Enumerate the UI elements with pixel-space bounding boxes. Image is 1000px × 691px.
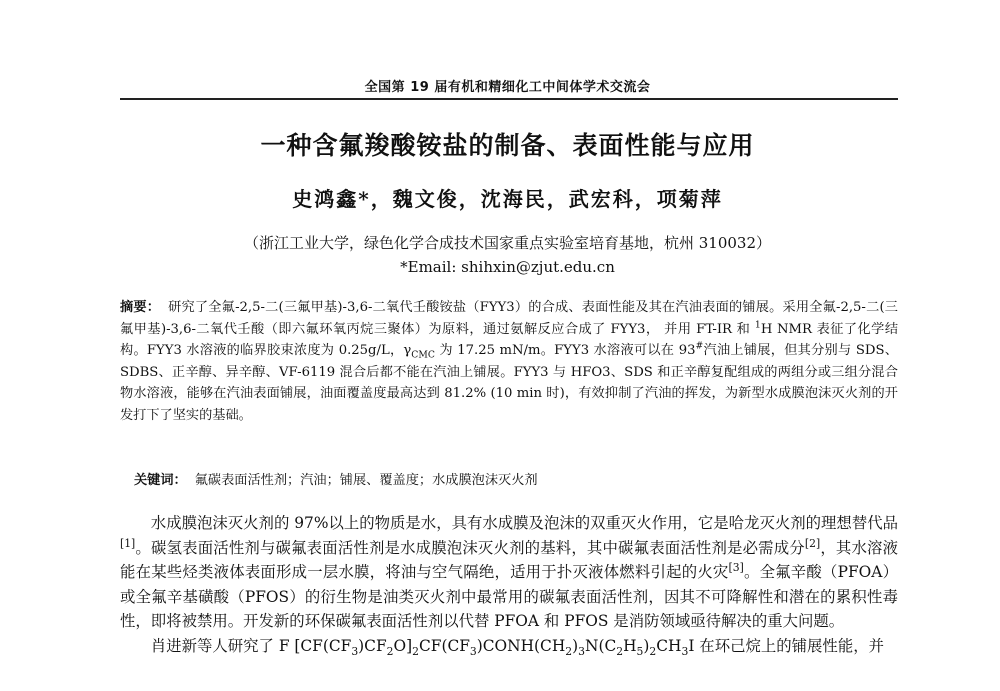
body-text-run: 。碳氢表面活性剂与碳氟表面活性剂是水成膜泡沫灭火剂的基料，其中碳氟表面活性剂是必需成分 bbox=[135, 538, 805, 557]
formula-subscript: 2 bbox=[616, 644, 624, 658]
formula-subscript: 3 bbox=[469, 644, 477, 658]
keywords-text: 氟碳表面活性剂；汽油；铺展、覆盖度；水成膜泡沫灭火剂 bbox=[194, 473, 538, 488]
body-paragraph-1 bbox=[120, 511, 898, 634]
formula-run: )CONH(CH bbox=[476, 636, 566, 655]
formula-run: CF(CF bbox=[418, 636, 470, 655]
formula-run: ) bbox=[643, 636, 650, 655]
abstract-text-1: 研究了全氟-2,5-二(三氟甲基)-3,6-二氧代壬酸铵盐（FYY3）的合成、表面性能及其在汽油表面的铺展。采用全氟-2,5-二(三氟甲基)-3,6-二氧代壬酸（即六氟环氧丙烷三聚体）为原料，通过氨解反应合成了 FYY3， 并用 FT-IR 和 bbox=[120, 300, 898, 337]
abstract-label: 摘要： bbox=[120, 300, 161, 315]
formula-subscript: 2 bbox=[412, 644, 419, 658]
body-text bbox=[120, 511, 898, 658]
keywords bbox=[134, 469, 898, 488]
gasoline-grade-superscript: # bbox=[695, 340, 704, 352]
abstract-text-4: 汽油上铺展，但其分别与 SDS、SDBS、正辛醇、异辛醇、VF-6119 混合后都不能在汽油上铺展。FYY3 与 HFO3、SDS 和正辛醇复配组成的两组分或三组分混合物水溶液，能够在汽油表面铺展，油面覆盖度最高达到 81.2% (10 min 时)，有效抑制了汽油的挥发，为新型水成膜泡沫灭火剂的开发打下了坚实的基础。 bbox=[120, 343, 898, 423]
formula-run: O] bbox=[393, 636, 413, 655]
formula-run: H bbox=[623, 636, 637, 655]
nmr-superscript: 1 bbox=[754, 319, 761, 331]
formula-run: CH bbox=[656, 636, 682, 655]
abstract bbox=[120, 297, 898, 427]
body-text-run: ，其水溶液能在某些烃类液体表面形成一层水膜，将油与空气隔绝，适用于扑灭液体燃料引起的火灾 bbox=[120, 538, 898, 581]
running-header: 全国第 19 届有机和精细化工中间体学术交流会 bbox=[364, 80, 651, 95]
keywords-label: 关键词： bbox=[134, 473, 187, 488]
citation-1: [1] bbox=[120, 536, 136, 550]
formula-run: )CF bbox=[358, 636, 387, 655]
formula-subscript: 5 bbox=[636, 644, 644, 658]
citation-2: [2] bbox=[804, 536, 821, 550]
body-text-run: 。全氟辛酸（PFOA）或全氟辛基磺酸（PFOS）的衍生物是油类灭火剂中最常用的碳氟表面活性剂，因其不可降解性和潜在的累积性毒性，即将被禁用。开发新的环保碳氟表面活性剂以代替 PFOA 和 PFOS 是消防领域亟待解决的重大问题。 bbox=[120, 563, 898, 630]
formula-subscript: 3 bbox=[681, 644, 689, 658]
contact-email: *Email: shihxin@zjut.edu.cn bbox=[400, 258, 615, 276]
formula-subscript: 2 bbox=[565, 644, 573, 658]
paper-title: 一种含氟羧酸铵盐的制备、表面性能与应用 bbox=[260, 131, 755, 160]
cmc-subscript: CMC bbox=[411, 349, 435, 361]
body-text-run: 水成膜泡沫灭火剂的 97%以上的物质是水，具有水成膜及泡沫的双重灭火作用，它是哈龙灭火剂的理想替代品 bbox=[150, 514, 898, 532]
formula-subscript: 2 bbox=[649, 644, 657, 658]
formula-subscript: 2 bbox=[386, 644, 394, 658]
abstract-paragraph bbox=[120, 297, 898, 427]
formula-run: I 在环己烷上的铺展性能，并 bbox=[688, 636, 884, 655]
formula-subscript: 3 bbox=[351, 644, 359, 658]
abstract-text-2: H NMR 表征了化学结构。FYY3 水溶液的临界胶束浓度为 0.25g/L，γ bbox=[120, 321, 899, 359]
affiliation: （浙江工业大学，绿色化学合成技术国家重点实验室培育基地，杭州 310032） bbox=[243, 234, 772, 252]
formula-run: N(C bbox=[585, 636, 617, 655]
formula-run: ) bbox=[572, 636, 579, 655]
abstract-text-3: 为 17.25 mN/m。FYY3 水溶液可以在 93 bbox=[434, 343, 696, 359]
formula-run: 肖进新等人研究了 F [CF(CF bbox=[150, 636, 352, 655]
header-rule bbox=[120, 98, 898, 100]
body-paragraph-2 bbox=[120, 634, 898, 659]
author-list: 史鸿鑫*，魏文俊，沈海民，武宏科，项菊萍 bbox=[292, 187, 723, 211]
formula-subscript: 3 bbox=[578, 644, 585, 658]
citation-3: [3] bbox=[728, 560, 744, 574]
